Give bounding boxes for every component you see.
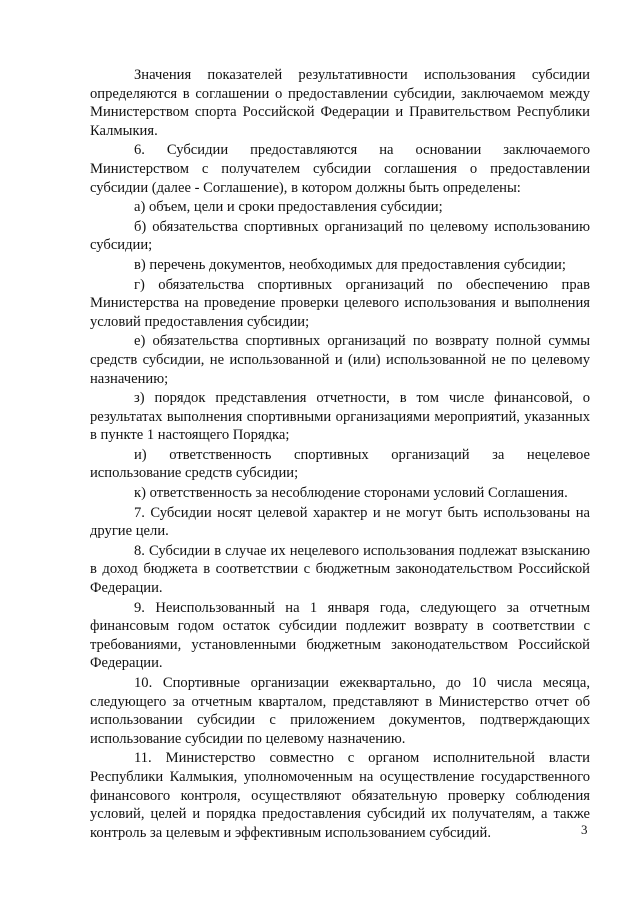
item-z: з) порядок представления отчетности, в том числе финансовой, о результатах выполнения спортивными организациями мероприятий, указанных в пункте 1 настоящего Порядка; [90,390,590,444]
paragraph-7: 7. Субсидии носят целевой характер и не могут быть использованы на другие цели. [90,504,590,540]
paragraph-intro: Значения показателей результативности использования субсидии определяются в соглашении о предоставлении субсидии, заключаемом между Министерством спорта Российской Федерации и Правительством Республики Калмыкия. [90,67,590,139]
item-e: е) обязательства спортивных организаций по возврату полной суммы средств субсидии, не использованной и (или) использованной не по целевому назначению; [90,333,590,387]
paragraph-10: 10. Спортивные организации ежеквартально, до 10 числа месяца, следующего за отчетным кварталом, представляют в Министерство отчет об использовании субсидии с приложением документов, подтверждающих использование субсидии по целевому назначению. [90,675,590,747]
page-number: 3 [581,822,588,837]
paragraph-11: 11. Министерство совместно с органом исполнительной власти Республики Калмыкия, уполномоченным на осуществление государственного финансового контроля, осуществляют обязательную проверку соблюдения условий, целей и порядка предоставления субсидий их получателям, а также контроль за целевым и эффективным использованием субсидий. [90,750,590,841]
item-a: а) объем, цели и сроки предоставления субсидии; [134,199,443,216]
item-g: г) обязательства спортивных организаций по обеспечению прав Министерства на проведение проверки целевого использования и выполнения условий предоставления субсидии; [90,276,590,330]
item-b: б) обязательства спортивных организаций по целевому использованию субсидии; [90,218,590,254]
paragraph-9: 9. Неиспользованный на 1 января года, следующего за отчетным финансовым годом остаток субсидии подлежит возврату в соответствии с требованиями, установленными бюджетным законодательством Российской Федерации. [90,599,590,672]
paragraph-6: 6. Субсидии предоставляются на основании заключаемого Министерством с получателем субсидии соглашения о предоставлении субсидии (далее - Соглашение), в котором должны быть определены: [90,142,590,196]
body-text [90,66,590,843]
item-k: к) ответственность за несоблюдение сторонами условий Соглашения. [134,485,568,502]
paragraph-8: 8. Субсидии в случае их нецелевого использования подлежат взысканию в доход бюджета в соответствии с бюджетным законодательством Российской Федерации. [90,542,590,597]
item-i: и) ответственность спортивных организаций за нецелевое использование средств субсидии; [90,446,590,482]
item-v: в) перечень документов, необходимых для предоставления субсидии; [134,256,566,273]
